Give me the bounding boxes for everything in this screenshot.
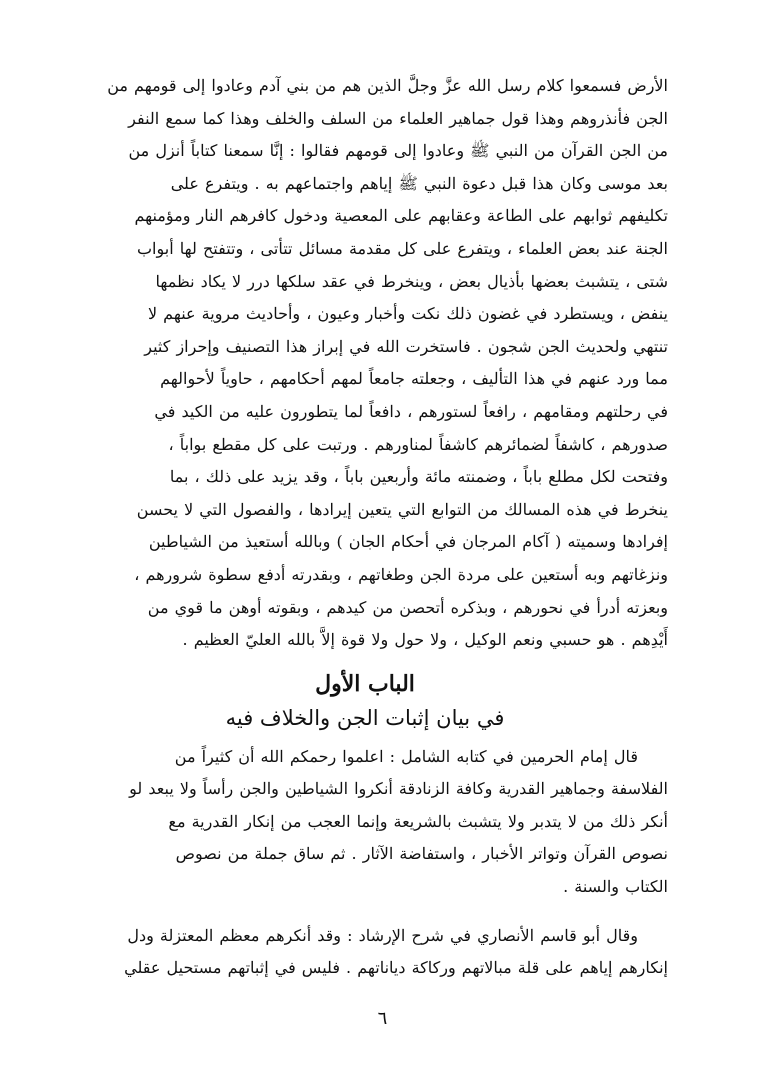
text-line: تكليفهم ثوابهم على الطاعة وعقابهم على المعصية ودخول كافرهم النار ومؤمنهم bbox=[134, 206, 668, 226]
chapter-label: الباب الأول bbox=[315, 670, 415, 697]
paragraph-imam-haramayn bbox=[62, 741, 668, 904]
text-line: أَيْدِهم . هو حسبي ونعم الوكيل ، ولا حول ولا قوة إلاَّ بالله العليّ العظيم . bbox=[182, 630, 668, 650]
text-line: نصوص القرآن وتواتر الأخبار ، واستفاضة الآثار . ثم ساق جملة من نصوص bbox=[175, 844, 668, 864]
text-line: ينفض ، ويستطرد في غضون ذلك نكت وأخبار وعيون ، وأحاديث مروية عنهم لا bbox=[147, 304, 668, 324]
text-line: قال إمام الحرمين في كتابه الشامل : اعلموا رحمكم الله أن كثيراً من bbox=[174, 746, 638, 766]
text-line: الكتاب والسنة . bbox=[563, 877, 668, 897]
text-line: مما ورد عنهم في هذا التأليف ، وجعلته جامعاً لمهم أحكامهم ، حاوياً لأحوالهم bbox=[160, 369, 668, 389]
text-line: الفلاسفة وجماهير القدرية وكافة الزنادقة أنكروا الشياطين والجن رأساً ولا يبعد لو bbox=[129, 779, 668, 799]
text-line: الجنة عند بعض العلماء ، ويتفرع على كل مقدمة مسائل تتأتى ، وتتفتح لها أبواب bbox=[136, 238, 668, 258]
text-line: تنتهي ولحديث الجن شجون . فاستخرت الله في إبراز هذا التصنيف وإحراز كثير bbox=[144, 336, 668, 356]
text-line: ونزغاتهم وبه أستعين على مردة الجن وطغاتهم ، وبقدرته أدفع سطوة شرورهم ، bbox=[134, 564, 668, 584]
text-line: وفتحت لكل مطلع باباً ، وضمنته مائة وأربعين باباً ، وقد يزيد على ذلك ، بما bbox=[169, 467, 668, 487]
text-line: الجن فأنذروهم وهذا قول جماهير العلماء من السلف والخلف وهذا كما سمع النفر bbox=[128, 108, 668, 128]
text-line: وبعزته أدرأ في نحورهم ، وبذكره أتحصن من كيدهم ، وبقوته أوهن ما قوي من bbox=[147, 597, 668, 617]
text-line: من الجن القرآن من النبي ﷺ وعادوا إلى قومهم فقالوا : إنَّا سمعنا كتاباً أنزل من bbox=[128, 141, 668, 161]
text-line: شتى ، يتشبث بعضها بأذيال بعض ، وينخرط في عقد سلكها درر لا يكاد نظمها bbox=[155, 271, 668, 291]
text-line: إنكارهم إياهم على قلة مبالاتهم وركاكة دياناتهم . فليس في إثباتهم مستحيل عقلي bbox=[124, 958, 668, 978]
chapter-subtitle: في بيان إثبات الجن والخلاف فيه bbox=[225, 705, 505, 730]
paragraph-abu-qasim bbox=[62, 920, 668, 985]
page-body bbox=[62, 70, 668, 985]
text-line: إفرادها وسميته ( آكام المرجان في أحكام الجان ) وبالله أستعيذ من الشياطين bbox=[148, 532, 668, 552]
text-line: الأرض فسمعوا كلام رسل الله عزَّ وجلَّ الذين هم من بني آدم وعادوا إلى قومهم من bbox=[107, 76, 668, 95]
chapter-heading bbox=[62, 667, 668, 735]
text-line: أنكر ذلك من لا يتدبر ولا يتشبث بالشريعة وإنما العجب من إنكار القدرية مع bbox=[168, 811, 668, 831]
page-number: ٦ bbox=[377, 1008, 388, 1029]
text-line: صدورهم ، كاشفاً لضمائرهم كاشفاً لمناورهم . ورتبت على كل مقطع بواباً ، bbox=[168, 434, 668, 454]
intro-paragraph bbox=[62, 70, 668, 657]
text-line: وقال أبو قاسم الأنصاري في شرح الإرشاد : وقد أنكرهم معظم المعتزلة ودل bbox=[127, 925, 638, 945]
text-line: في رحلتهم ومقامهم ، رافعاً لستورهم ، دافعاً لما يتطورون عليه من الكيد في bbox=[154, 401, 668, 421]
text-line: ينخرط في هذه المسالك من التوابع التي يتعين إيرادها ، والفصول التي لا يحسن bbox=[136, 499, 668, 519]
text-line: بعد موسى وكان هذا قبل دعوة النبي ﷺ إياهم واجتماعهم به . ويتفرع على bbox=[170, 173, 668, 193]
